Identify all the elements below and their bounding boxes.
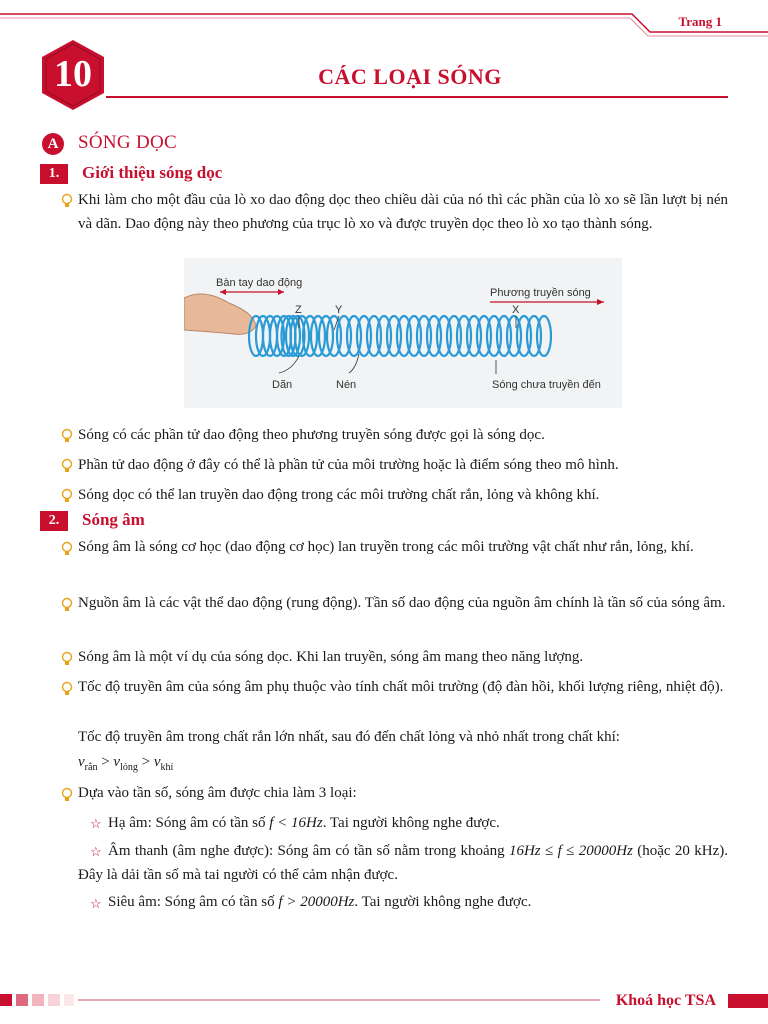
lightbulb-icon (60, 193, 74, 209)
lightbulb-icon (60, 488, 74, 504)
subsection-title: Giới thiệu sóng dọc (82, 163, 223, 182)
lightbulb-icon (60, 787, 74, 803)
paragraph: Phần tử dao động ở đây có thể là phần tử của môi trường hoặc là điểm sóng theo mô hình. (78, 457, 619, 473)
lightbulb-icon (60, 541, 74, 557)
page-number: Trang 1 (678, 14, 722, 29)
hand-label: Bàn tay dao động (216, 277, 303, 289)
spring-wave-figure (184, 258, 622, 408)
category-item: Siêu âm: Sóng âm có tần số f > 20000Hz. Tai người không nghe được. (108, 894, 532, 910)
propagation-label: Phương truyền sóng (490, 287, 591, 299)
spring-coil (537, 316, 551, 356)
category-item: Âm thanh (âm nghe được): Sóng âm có tần số nằm trong khoảng 16Hz ≤ f ≤ 20000Hz (hoặc 20 kHz). Đây là dải tần số mà tai người có thể cảm nhận được. (78, 843, 728, 883)
section-badge: A (42, 133, 64, 155)
subsection-number: 2. (40, 511, 68, 531)
category-item: Hạ âm: Sóng âm có tần số f < 16Hz. Tai người không nghe được. (108, 815, 500, 831)
star-icon: ☆ (90, 896, 102, 911)
chapter-title: CÁC LOẠI SÓNG (318, 64, 502, 89)
point-z-label: Z (295, 304, 302, 316)
paragraph: Khi làm cho một đầu của lò xo dao động dọc theo chiều dài của nó thì các phần của lò xo sẽ lần lượt bị nén và dãn. Dao động này theo phương của trục lò xo và được truyền dọc theo lò xo tạo thành sóng. (78, 192, 728, 232)
stretch-label: Dãn (272, 379, 293, 391)
lightbulb-icon (60, 651, 74, 667)
compress-label: Nén (336, 379, 357, 391)
star-icon: ☆ (90, 844, 102, 859)
header-rule (0, 0, 768, 40)
paragraph: Nguồn âm là các vật thể dao động (rung động). Tần số dao động của nguồn âm chính là tần số của sóng âm. (78, 595, 726, 611)
star-icon: ☆ (90, 816, 102, 831)
subsection-title: Sóng âm (82, 510, 145, 529)
lightbulb-icon (60, 428, 74, 444)
title-underline (106, 96, 728, 98)
section-title: SÓNG DỌC (78, 132, 177, 153)
paragraph: Sóng có các phần tử dao động theo phương truyền sóng được gọi là sóng dọc. (78, 427, 545, 443)
paragraph: Tốc độ truyền âm của sóng âm phụ thuộc vào tính chất môi trường (độ đàn hồi, khối lượng riêng, nhiệt độ). (78, 679, 724, 695)
subsection-number: 1. (40, 164, 68, 184)
lightbulb-icon (60, 458, 74, 474)
point-y-label: Y (335, 304, 343, 316)
not-reached-label: Sóng chưa truyền đến (492, 379, 601, 391)
speed-formula: $v_{rắn} > v_{lỏng} > v_{khí}$ (78, 754, 174, 773)
paragraph: Sóng âm là một ví dụ của sóng dọc. Khi lan truyền, sóng âm mang theo năng lượng. (78, 649, 584, 665)
lightbulb-icon (60, 681, 74, 697)
paragraph: Tốc độ truyền âm trong chất rắn lớn nhất, sau đó đến chất lỏng và nhỏ nhất trong chất khí: (78, 729, 620, 745)
lightbulb-icon (60, 597, 74, 613)
point-x-label: X (512, 304, 520, 316)
chapter-number: 10 (54, 53, 92, 95)
footer-course-label: Khoá học TSA (615, 992, 716, 1009)
paragraph: Sóng dọc có thể lan truyền dao động trong các môi trường chất rắn, lỏng và không khí. (78, 487, 600, 503)
spring-diagram (184, 258, 622, 408)
paragraph: Sóng âm là sóng cơ học (dao động cơ học) lan truyền trong các môi trường vật chất như rắn, lỏng, khí. (78, 539, 694, 555)
paragraph: Dựa vào tần số, sóng âm được chia làm 3 loại: (78, 785, 357, 801)
